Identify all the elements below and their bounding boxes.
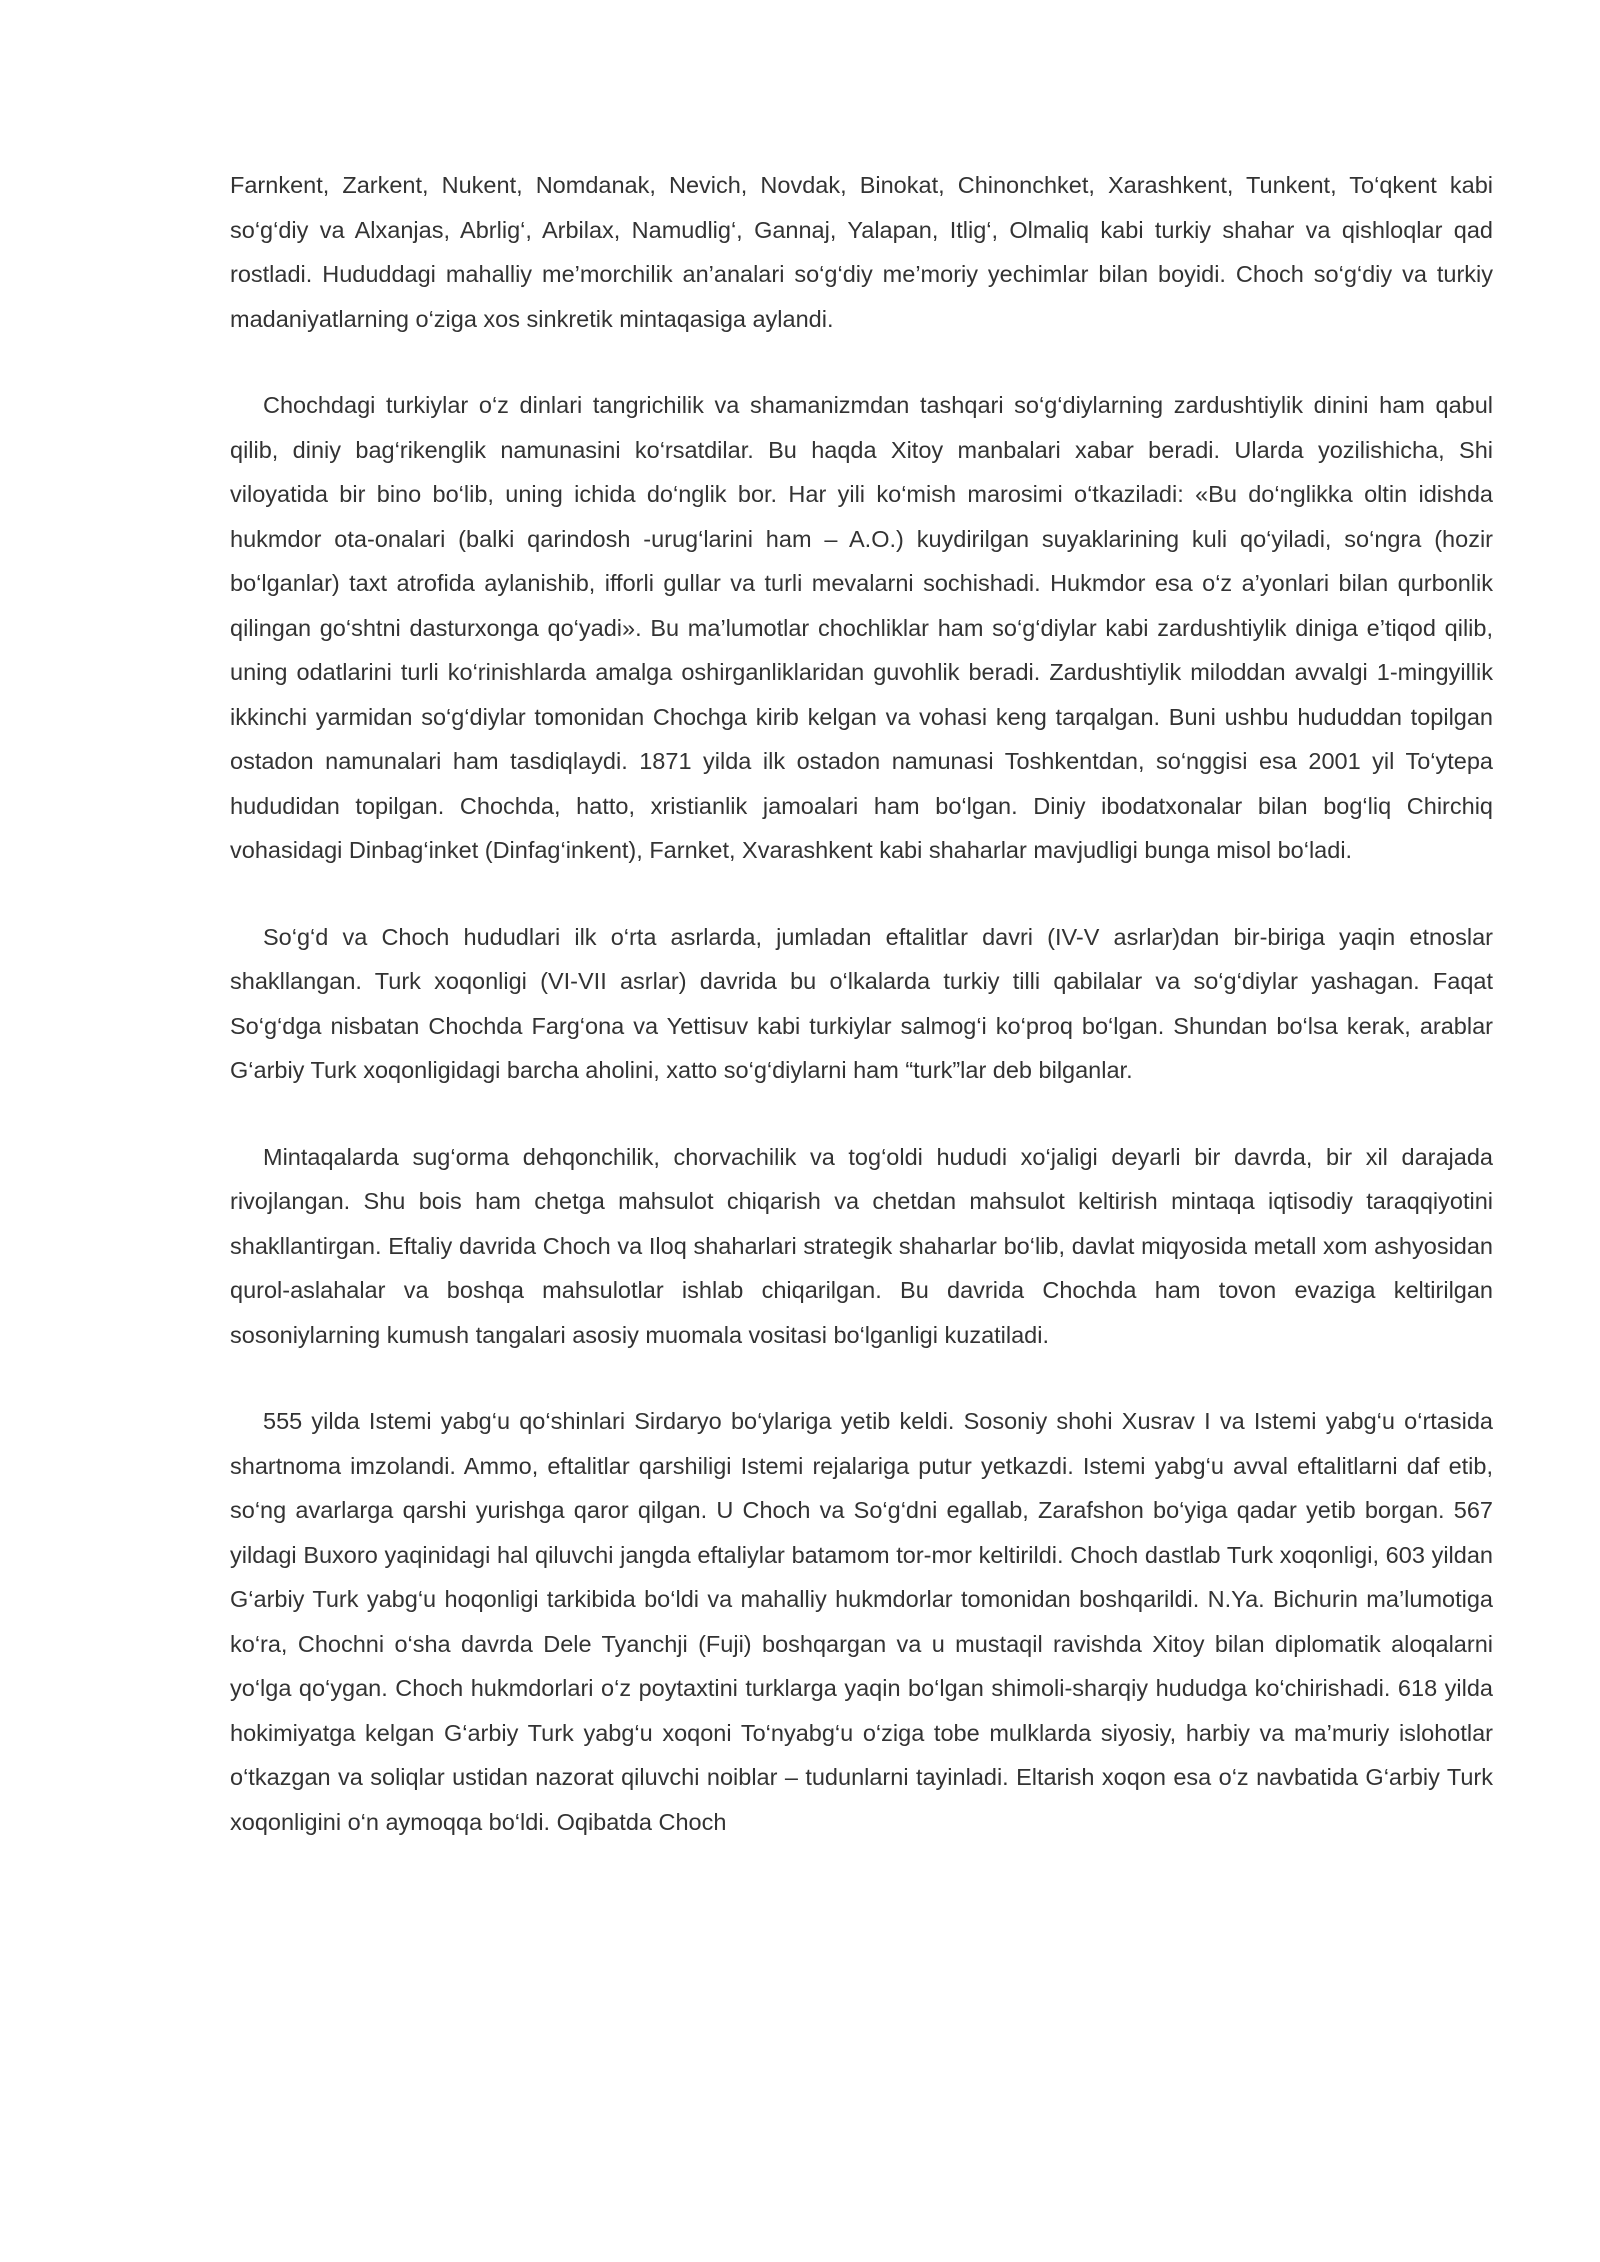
paragraph-2: Chochdagi turkiylar o‘z dinlari tangrichilik va shamanizmdan tashqari so‘g‘diylarning zardushtiylik dinini ham qabul qilib, diniy bag‘rikenglik namunasini ko‘rsatdilar. Bu haqda Xitoy manbalari xabar beradi. Ularda yozilishicha, Shi viloyatida bir bino bo‘lib, uning ichida do‘nglik bor. Har yili ko‘mish marosimi o‘tkaziladi: «Bu do‘nglikka oltin idishda hukmdor ota-onalari (balki qarindosh -urug‘larini ham – A.O.) kuydirilgan suyaklarining kuli qo‘yiladi, so‘ngra (hozir bo‘lganlar) taxt atrofida aylanishib, ifforli gullar va turli mevalarni sochishadi. Hukmdor esa o‘z a’yonlari bilan qurbonlik qilingan go‘shtni dasturxonga qo‘yadi». Bu ma’lumotlar chochliklar ham so‘g‘diylar kabi zardushtiylik diniga e’tiqod qilib, uning odatlarini turli ko‘rinishlarda amalga oshirganliklaridan guvohlik beradi. Zardushtiylik miloddan avvalgi 1-mingyillik ikkinchi yarmidan so‘g‘diylar tomonidan Chochga kirib kelgan va vohasi keng tarqalgan. Buni ushbu hududdan topilgan ostadon namunalari ham tasdiqlaydi. 1871 yilda ilk ostadon namunasi Toshkentdan, so‘nggisi esa 2001 yil To‘ytepa hududidan topilgan. Chochda, hatto, xristianlik jamoalari ham bo‘lgan. Diniy ibodatxonalar bilan bog‘liq Chirchiq vohasidagi Dinbag‘inket (Dinfag‘inkent), Farnket, Xvarashkent kabi shaharlar mavjudligi bunga misol bo‘ladi. [230,392,1493,863]
paragraph-3: So‘g‘d va Choch hududlari ilk o‘rta asrlarda, jumladan eftalitlar davri (IV-V asrlar)dan bir-biriga yaqin etnoslar shakllangan. Turk xoqonligi (VI-VII asrlar) davrida bu o‘lkalarda turkiy tilli qabilalar va so‘g‘diylar yashagan. Faqat So‘g‘dga nisbatan Chochda Farg‘ona va Yettisuv kabi turkiylar salmog‘i ko‘proq bo‘lgan. Shundan bo‘lsa kerak, arablar G‘arbiy Turk xoqonligidagi barcha aholini, xatto so‘g‘diylarni ham “turk”lar deb bilganlar. [230,923,1493,1083]
paragraph-5: 555 yilda Istemi yabg‘u qo‘shinlari Sirdaryo bo‘ylariga yetib keldi. Sosoniy shohi Xusrav I va Istemi yabg‘u o‘rtasida shartnoma imzolandi. Ammo, eftalitlar qarshiligi Istemi rejalariga putur yetkazdi. Istemi yabg‘u avval eftalitlarni daf etib, so‘ng avarlarga qarshi yurishga qaror qilgan. U Choch va So‘g‘dni egallab, Zarafshon bo‘yiga qadar yetib borgan. 567 yildagi Buxoro yaqinidagi hal qiluvchi jangda eftaliylar batamom tor-mor keltirildi. Choch dastlab Turk xoqonligi, 603 yildan G‘arbiy Turk yabg‘u hoqonligi tarkibida bo‘ldi va mahalliy hukmdorlar tomonidan boshqarildi. N.Ya. Bichurin ma’lumotiga ko‘ra, Chochni o‘sha davrda Dele Tyanchji (Fuji) boshqargan va u mustaqil ravishda Xitoy bilan diplomatik aloqalarni yo‘lga qo‘ygan. Choch hukmdorlari o‘z poytaxtini turklarga yaqin bo‘lgan shimoli-sharqiy hududga ko‘chirishadi. 618 yilda hokimiyatga kelgan G‘arbiy Turk yabg‘u xoqoni To‘nyabg‘u o‘ziga tobe mulklarda siyosiy, harbiy va ma’muriy islohotlar o‘tkazgan va soliqlar ustidan nazorat qiluvchi noiblar – tudunlarni tayinladi. Eltarish xoqon esa o‘z navbatida G‘arbiy Turk xoqonligini o‘n aymoqqa bo‘ldi. Oqibatda Choch [230,1408,1493,1835]
document-body [230,163,1493,1844]
paragraph-1: Farnkent, Zarkent, Nukent, Nomdanak, Nevich, Novdak, Binokat, Chinonchket, Xarashkent, Tunkent, To‘qkent kabi so‘g‘diy va Alxanjas, Abrlig‘, Arbilax, Namudlig‘, Gannaj, Yalapan, Itlig‘, Olmaliq kabi turkiy shahar va qishloqlar qad rostladi. Hududdagi mahalliy me’morchilik an’analari so‘g‘diy me’moriy yechimlar bilan boyidi. Choch so‘g‘diy va turkiy madaniyatlarning o‘ziga xos sinkretik mintaqasiga aylandi. [230,172,1493,332]
paragraph-4: Mintaqalarda sug‘orma dehqonchilik, chorvachilik va tog‘oldi hududi xo‘jaligi deyarli bir davrda, bir xil darajada rivojlangan. Shu bois ham chetga mahsulot chiqarish va chetdan mahsulot keltirish mintaqa iqtisodiy taraqqiyotini shakllantirgan. Eftaliy davrida Choch va Iloq shaharlari strategik shaharlar bo‘lib, davlat miqyosida metall xom ashyosidan qurol-aslahalar va boshqa mahsulotlar ishlab chiqarilgan. Bu davrida Chochda ham tovon evaziga keltirilgan sosoniylarning kumush tangalari asosiy muomala vositasi bo‘lganligi kuzatiladi. [230,1143,1493,1348]
